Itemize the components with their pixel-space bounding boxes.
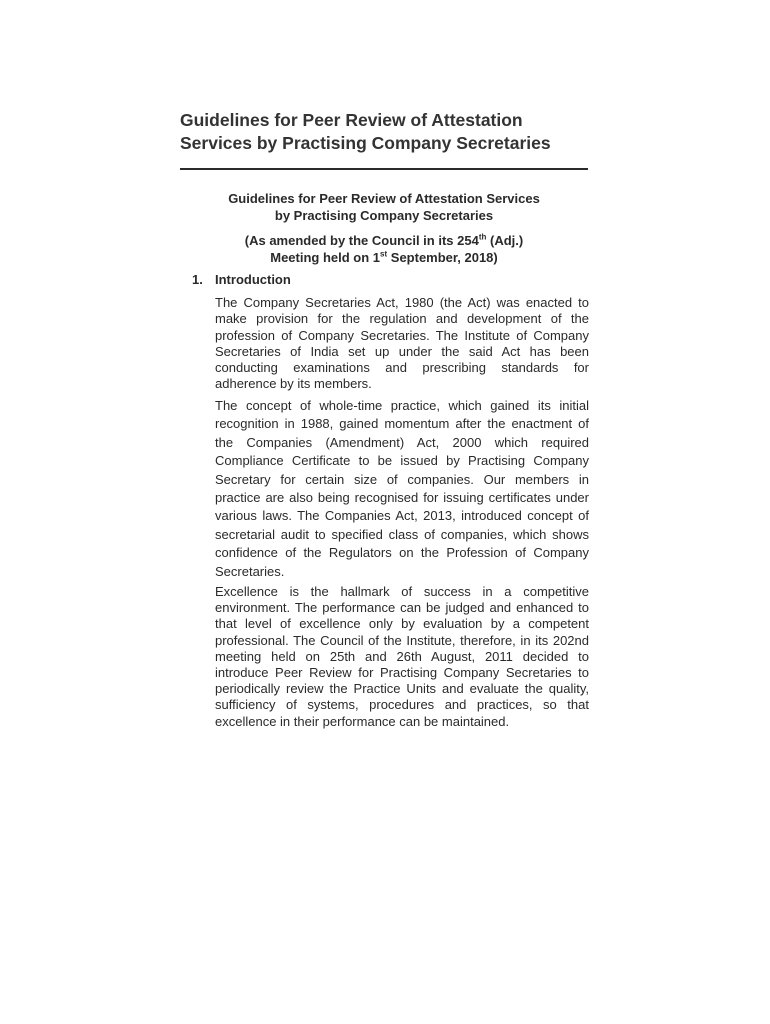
- amendment-line-2: [190, 250, 578, 267]
- section-heading: [192, 271, 291, 288]
- meeting-prefix: Meeting held on 1: [270, 249, 381, 265]
- section-title: Introduction: [215, 272, 291, 287]
- amendment-line-1: [190, 233, 578, 250]
- section-number: 1.: [192, 272, 203, 287]
- amendment-adj: (Adj.): [486, 233, 524, 248]
- paragraph-2: The concept of whole-time practice, which gained its initial recognition in 1988, gained momentum after the enactment of the Companies (Amendment) Act, 2000 which required Compliance Certificate to be issued by Practising Company Secretary for certain size of companies. Our members in practice are also being recognised for issuing certificates under various laws. The Companies Act, 2013, introduced concept of secretarial audit to specified class of companies, which shows confidence of the Regulators on the Profession of Company Secretaries.: [215, 398, 589, 579]
- paragraph-3: Excellence is the hallmark of success in a competitive environment. The performance can be judged and enhanced to that level of excellence only by evaluation by a competent professional. The Council of the Institute, therefore, in its 202nd meeting held on 25th and 26th August, 2011 decided to introduce Peer Review for Practising Company Secretaries to periodically review the Practice Units and evaluate the quality, sufficiency of systems, procedures and practices, so that excellence in their performance can be maintained.: [215, 584, 589, 729]
- amendment-prefix: (As amended by the Council in its 254: [244, 233, 479, 248]
- subtitle-block: [190, 191, 578, 266]
- subtitle-line-1: Guidelines for Peer Review of Attestation Services: [228, 191, 540, 206]
- title-divider: [180, 168, 588, 170]
- page-title: [180, 109, 600, 155]
- paragraph-1: The Company Secretaries Act, 1980 (the Act) was enacted to make provision for the regulation and development of the profession of Company Secretaries. The Institute of Company Secretaries of India set up under the said Act has been conducting examinations and prescribing standards for adherence by its members.: [215, 295, 589, 392]
- page-title-line-1: Guidelines for Peer Review of Attestation: [180, 110, 523, 130]
- meeting-ordinal-sup: st: [380, 249, 388, 259]
- subtitle-line-2: by Practising Company Secretaries: [274, 207, 494, 223]
- meeting-suffix: September, 2018): [387, 249, 498, 265]
- amendment-ordinal-sup: th: [478, 232, 487, 242]
- page-title-line-2: Services by Practising Company Secretaries: [180, 133, 551, 153]
